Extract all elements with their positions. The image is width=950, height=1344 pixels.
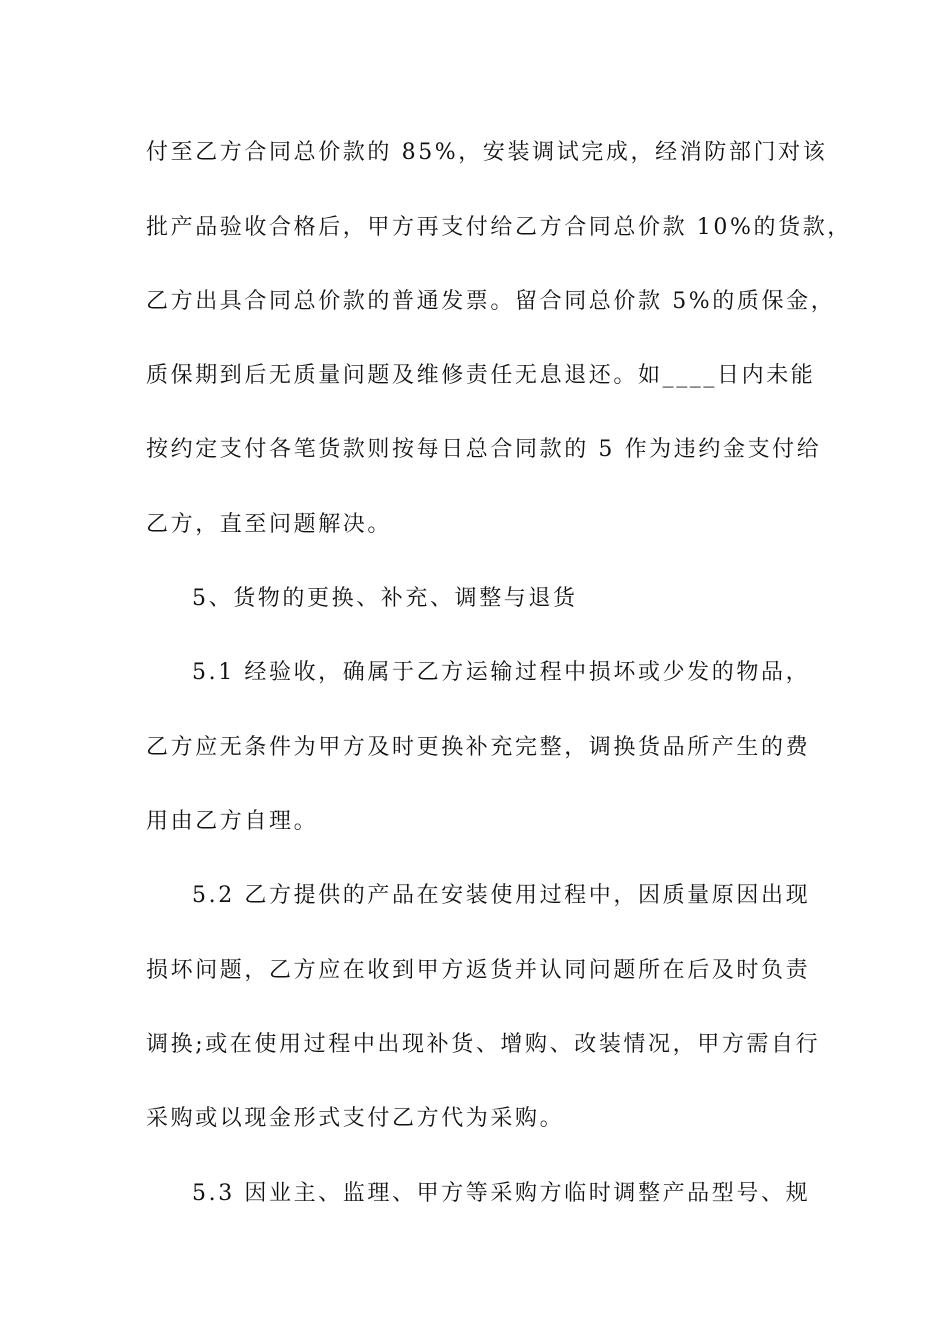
paragraph-line: 乙方，直至问题解决。 — [146, 512, 393, 537]
paragraph-line: 调换;或在使用过程中出现补货、增购、改装情况，甲方需自行 — [146, 1032, 821, 1057]
paragraph-line: 采购或以现金形式支付乙方代为采购。 — [146, 1106, 565, 1131]
paragraph-line: 用由乙方自理。 — [146, 809, 319, 834]
paragraph-line: 按约定支付各笔货款则按每日总合同款的 5 作为违约金支付给 — [146, 437, 822, 462]
paragraph-line: 损坏问题，乙方应在收到甲方返货并认同问题所在后及时负责 — [146, 958, 811, 983]
paragraph-line: 质保期到后无质量问题及维修责任无息退还。如____日内未能 — [146, 363, 816, 388]
paragraph-line: 批产品验收合格后，甲方再支付给乙方合同总价款 10%的货款， — [146, 215, 852, 240]
paragraph-line: 乙方出具合同总价款的普通发票。留合同总价款 5%的质保金， — [146, 289, 836, 314]
clause-start-line: 5.2 乙方提供的产品在安装使用过程中，因质量原因出现 — [192, 883, 811, 908]
section-heading: 5、货物的更换、补充、调整与退货 — [192, 586, 578, 611]
clause-start-line: 5.1 经验收，确属于乙方运输过程中损坏或少发的物品， — [192, 660, 811, 685]
clause-start-line: 5.3 因业主、监理、甲方等采购方临时调整产品型号、规 — [192, 1181, 811, 1206]
paragraph-line: 乙方应无条件为甲方及时更换补充完整，调换货品所产生的费 — [146, 735, 811, 760]
paragraph-line: 付至乙方合同总价款的 85%，安装调试完成，经消防部门对该 — [146, 140, 828, 165]
